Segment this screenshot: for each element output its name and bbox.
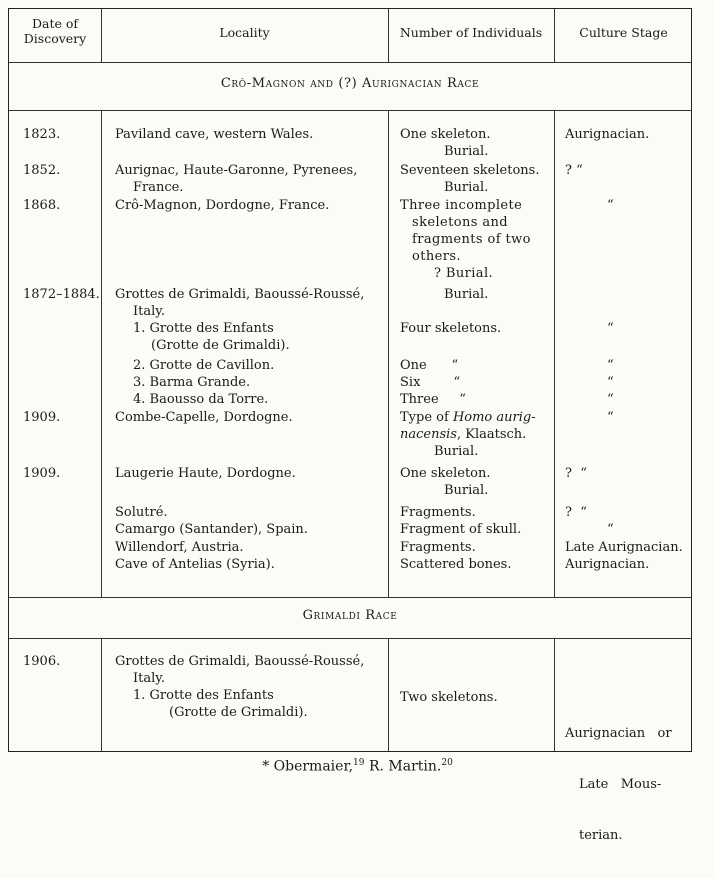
number-cell: Three “ — [400, 392, 466, 407]
culture-cell: “ — [607, 321, 614, 336]
culture-cell: Late Aurignacian. — [565, 540, 683, 555]
locality-cell: Laugerie Haute, Dordogne. — [115, 466, 296, 481]
culture-cell: ? “ — [565, 466, 587, 481]
number-cell: One “ — [400, 358, 459, 373]
culture-cell: “ — [607, 522, 614, 537]
date-cell: 1909. — [23, 410, 61, 425]
col-divider — [388, 111, 389, 598]
number-cell: Type of Homo aurig- nacensis, Klaatsch. Burial. — [400, 410, 536, 459]
number-cell: Fragments. — [400, 505, 476, 520]
row-divider — [9, 110, 691, 111]
number-cell: Seventeen skeletons. Burial. — [400, 163, 540, 195]
header-locality: Locality — [219, 25, 270, 40]
culture-cell: Aurignacian. — [565, 557, 650, 572]
locality-cell: Grottes de Grimaldi, Baoussé-Roussé, Italy. 1. Grotte des Enfants (Grotte de Grimaldi). — [115, 654, 365, 720]
locality-cell: 4. Baousso da Torre. — [133, 392, 269, 407]
locality-cell: Camargo (Santander), Spain. — [115, 522, 308, 537]
number-cell: Scattered bones. — [400, 557, 512, 572]
culture-cell: “ — [607, 410, 614, 425]
locality-cell: 3. Barma Grande. — [133, 375, 251, 390]
locality-cell: 2. Grotte de Cavillon. — [133, 358, 275, 373]
col-divider — [101, 111, 102, 598]
header-date: Date of Discovery — [23, 16, 87, 46]
number-cell: Three incomplete skeletons and fragments of two others. ? Burial. — [400, 198, 531, 281]
row-divider — [9, 597, 691, 598]
locality-cell: Combe-Capelle, Dordogne. — [115, 410, 293, 425]
section-title-cro-magnon: Crô-Magnon and (?) Aurignacian Race — [220, 76, 480, 91]
culture-cell: “ — [607, 392, 614, 407]
culture-cell: “ — [607, 358, 614, 373]
footnote: * Obermaier,$^{19}$ R. Martin.$^{20}$ — [262, 758, 453, 775]
col-divider — [554, 639, 555, 751]
date-cell: 1872–1884. — [23, 287, 100, 302]
number-cell: Two skeletons. — [400, 690, 498, 705]
row-divider — [9, 62, 691, 63]
culture-cell: Aurignacian. — [565, 127, 650, 142]
culture-cell: ? “ — [565, 505, 587, 520]
locality-cell: Crô-Magnon, Dordogne, France. — [115, 198, 330, 213]
header-number: Number of Individuals — [399, 25, 543, 40]
culture-cell: “ — [607, 375, 614, 390]
col-divider — [388, 639, 389, 751]
date-cell: 1909. — [23, 466, 61, 481]
culture-cell: “ — [607, 198, 614, 213]
section-title-grimaldi: Grimaldi Race — [302, 608, 398, 623]
number-cell: Burial. — [444, 287, 489, 302]
date-cell: 1823. — [23, 127, 61, 142]
number-cell: Fragment of skull. — [400, 522, 522, 537]
culture-cell: ? “ — [565, 163, 583, 178]
culture-cell: Aurignacian or Late Mous- terian. — [565, 726, 672, 843]
locality-cell: Paviland cave, western Wales. — [115, 127, 314, 142]
number-cell: Four skeletons. — [400, 321, 502, 336]
number-cell: Six “ — [400, 375, 461, 390]
date-cell: 1906. — [23, 654, 61, 669]
number-cell: Fragments. — [400, 540, 476, 555]
locality-cell: Solutré. — [115, 505, 168, 520]
locality-cell: 1. Grotte des Enfants (Grotte de Grimaldi). — [133, 321, 290, 353]
locality-cell: Willendorf, Austria. — [115, 540, 244, 555]
number-cell: One skeleton. Burial. — [400, 127, 491, 159]
locality-cell: Grottes de Grimaldi, Baoussé-Roussé, Italy. — [115, 287, 365, 319]
locality-cell: Cave of Antelias (Syria). — [115, 557, 275, 572]
number-cell: One skeleton. Burial. — [400, 466, 491, 498]
locality-cell: Aurignac, Haute-Garonne, Pyrenees, France. — [115, 163, 358, 195]
col-divider — [101, 639, 102, 751]
date-cell: 1852. — [23, 163, 61, 178]
col-divider — [554, 111, 555, 598]
date-cell: 1868. — [23, 198, 61, 213]
header-culture: Culture Stage — [579, 25, 668, 40]
row-divider — [9, 638, 691, 639]
